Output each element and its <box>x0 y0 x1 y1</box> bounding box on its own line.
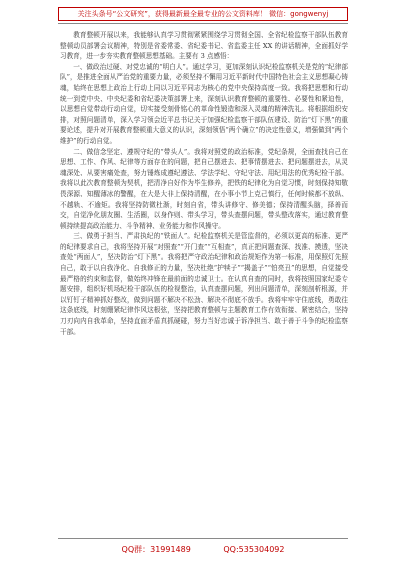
section-three-paragraph: 三、做勇于担当、严肃执纪的“铁面人”。纪检监察机关是管监督的，必须以更高的标准、更严的纪律要求自己，我将坚持开展“对照查”“开门查”“互相查”，真正把问题查深、找准、摸透，坚决查处“两面人”，坚决防治“灯下黑”。我将把严守政治纪律和政治规矩作为第一标准，用保照灯先照自己，敢于以自我净化、自我修正的力量，坚决杜绝“护犊子”“揭盖子”“怕亮丑”的思想，自觉接受最严格的约束和监督，做始终冲锋在最前面的忠诚卫士。在认真自查的同时，我将按照国家纪委专题安排，组织好机场纪检干部队伍的检视整治，认真查摆问题，列出问题清单，深刻剖析根源，并以钉钉子精神抓好整改，做到问题不解决不松劲、解决不彻底不放手。我将牢牢守住底线，勇敢往这条底线，时刻绷紧纪律作风这根弦，坚持把教育整顿与主题教育工作有效衔接、紧密结合，坚持刀刃向内自我革命，坚持直面矛盾真抓硬碰，努力当好忠诚于诉净担当、敢于善于斗争的纪检监察干部。 <box>60 232 348 336</box>
footer-qq: QQ:535304092 <box>223 545 285 554</box>
footer-qq-group: QQ群：31991489 <box>121 545 191 554</box>
footer <box>58 544 348 555</box>
top-banner <box>58 7 348 21</box>
document-body <box>60 30 348 337</box>
section-two-paragraph: 二、做信念坚定、遵规守纪的“带头人”。我将对照党的政治标准，党纪条规，全面查找自己在思想、工作、作风、纪律等方面存在的问题，把自己摆进去、把事情摆进去、把问题摆进去，从灵魂深处、从要害痛处查，努力锤炼成遵纪遵法、学法学纪、守纪守法、用纪用法的优秀纪检干部。我将以此次教育整顿为契机，把清净自好作为毕生修养，把铁的纪律化为自觉习惯，时刻保持知敬畏深源、知醒薄冰的警醒，在大是大非上保持清醒，在小事小节上克己慎行，任何时候都不放纵、不越轨、不逾矩。我将坚持防微杜渐，时刻自省，带头讲修守、修美德；保持清醒头脑，择善而交，自觉净化朋友圈、生活圈，以身作则、带头学习，带头查摆问题，带头整改落实，通过教育整顿持续提高政治能力、斗争精神、业务能力和作风操守。 <box>60 147 348 230</box>
top-banner-text: 关注头条号“公文研究”，获得最新最全最专业的公文资料库！ 微信：gongwenyj <box>77 10 329 18</box>
footer-divider <box>58 538 348 539</box>
intro-paragraph: 教育整顿开展以来，我能够认真学习贯彻紧紧围绕学习贯彻全国、全省纪检监察干部队伍教育整顿动员部署会议精神，特别是省委常委、省纪委书记、省监委主任 XX 的讲话精神，全面抓好学习教育，进一步夯实教育整顿思想基础。主要有 3 点感悟： <box>60 31 348 61</box>
header-divider <box>58 23 348 24</box>
section-one-paragraph: 一、做政治过硬、对党忠诚的“明白人”。通过学习，更加深刻认识纪检监察机关是党的“纪律部队”，是推进全面从严治党的重要力量，必须坚持不懈用习近平新时代中国特色社会主义思想凝心铸魂，始终在思想上政治上行动上同以习近平同志为核心的党中央保持高度一致。我将把思想和行动统一到党中央、中央纪委和省纪委决策部署上来，深刻认识教育整顿的重要性、必要性和紧迫性，以思想自觉带动行动自觉，切实接受刻骨铭心的革命性锻造和深入灵魂的精神洗礼。将根据组织安排，对照问题清单，深入学习领会近平总书记关于加强纪检监察干部队伍建设、防治“灯下黑”的重要论述，提升对开展教育整顿重大意义的认识，深刻领悟“两个确立”的决定性意义，增强做到“两个维护”的行动自觉。 <box>60 62 348 145</box>
